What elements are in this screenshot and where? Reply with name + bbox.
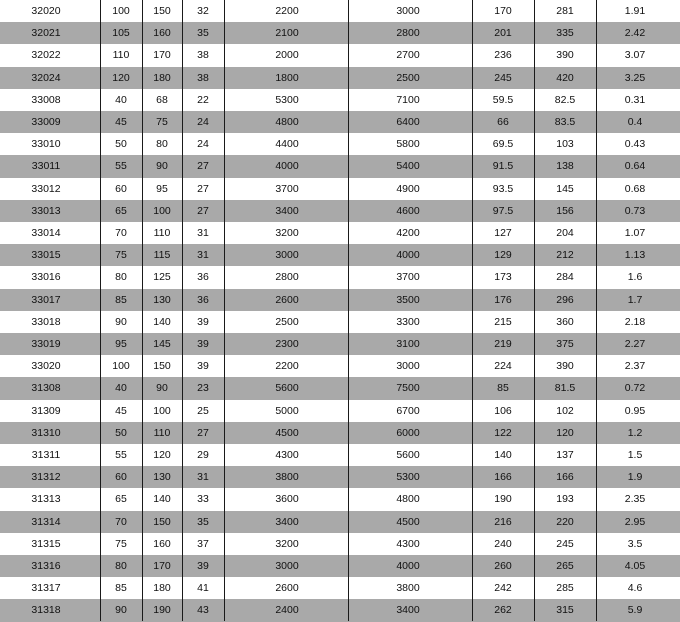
grease-speed-cell: 4000 bbox=[275, 160, 299, 173]
weight-cell: 1.9 bbox=[627, 471, 643, 484]
model-cell: 33013 bbox=[31, 204, 61, 217]
outer-diameter-cell: 80 bbox=[156, 138, 168, 151]
table-row bbox=[0, 533, 680, 555]
dynamic-load-cell: 170 bbox=[494, 5, 512, 18]
inner-diameter-cell: 85 bbox=[115, 582, 127, 595]
static-load-cell: 102 bbox=[556, 404, 574, 417]
inner-diameter-cell: 90 bbox=[115, 315, 127, 328]
inner-diameter-cell: 120 bbox=[112, 71, 130, 84]
dynamic-load-cell: 106 bbox=[494, 404, 512, 417]
dynamic-load-cell: 129 bbox=[494, 249, 512, 262]
static-load-cell: 137 bbox=[556, 449, 574, 462]
table-row bbox=[0, 444, 680, 466]
dynamic-load-cell: 166 bbox=[494, 471, 512, 484]
table-row bbox=[0, 200, 680, 222]
static-load-cell: 285 bbox=[556, 582, 574, 595]
static-load-cell: 420 bbox=[556, 71, 574, 84]
table-row bbox=[0, 466, 680, 488]
oil-speed-cell: 2500 bbox=[396, 71, 420, 84]
outer-diameter-cell: 180 bbox=[153, 71, 171, 84]
weight-cell: 1.91 bbox=[624, 5, 646, 18]
width-cell: 31 bbox=[197, 249, 209, 262]
column-divider bbox=[100, 0, 101, 621]
weight-cell: 2.42 bbox=[624, 27, 646, 40]
model-cell: 33020 bbox=[31, 360, 61, 373]
grease-speed-cell: 3600 bbox=[275, 493, 299, 506]
table-row bbox=[0, 89, 680, 111]
static-load-cell: 212 bbox=[556, 249, 574, 262]
outer-diameter-cell: 68 bbox=[156, 93, 168, 106]
table-row bbox=[0, 333, 680, 355]
model-cell: 32022 bbox=[31, 49, 61, 62]
width-cell: 24 bbox=[197, 116, 209, 129]
grease-speed-cell: 2000 bbox=[275, 49, 299, 62]
weight-cell: 1.2 bbox=[627, 426, 643, 439]
oil-speed-cell: 7500 bbox=[396, 382, 420, 395]
static-load-cell: 390 bbox=[556, 360, 574, 373]
dynamic-load-cell: 242 bbox=[494, 582, 512, 595]
inner-diameter-cell: 75 bbox=[115, 249, 127, 262]
inner-diameter-cell: 55 bbox=[115, 449, 127, 462]
model-cell: 33015 bbox=[31, 249, 61, 262]
width-cell: 38 bbox=[197, 49, 209, 62]
weight-cell: 0.95 bbox=[624, 404, 646, 417]
width-cell: 41 bbox=[197, 582, 209, 595]
width-cell: 37 bbox=[197, 537, 209, 550]
grease-speed-cell: 3400 bbox=[275, 204, 299, 217]
width-cell: 32 bbox=[197, 5, 209, 18]
weight-cell: 2.35 bbox=[624, 493, 646, 506]
grease-speed-cell: 3800 bbox=[275, 471, 299, 484]
oil-speed-cell: 7100 bbox=[396, 93, 420, 106]
outer-diameter-cell: 140 bbox=[153, 493, 171, 506]
oil-speed-cell: 4000 bbox=[396, 249, 420, 262]
inner-diameter-cell: 55 bbox=[115, 160, 127, 173]
weight-cell: 0.31 bbox=[624, 93, 646, 106]
weight-cell: 4.05 bbox=[624, 560, 646, 573]
dynamic-load-cell: 216 bbox=[494, 515, 512, 528]
table-row bbox=[0, 355, 680, 377]
oil-speed-cell: 4600 bbox=[396, 204, 420, 217]
model-cell: 32024 bbox=[31, 71, 61, 84]
dynamic-load-cell: 236 bbox=[494, 49, 512, 62]
inner-diameter-cell: 85 bbox=[115, 293, 127, 306]
oil-speed-cell: 2700 bbox=[396, 49, 420, 62]
table-row bbox=[0, 311, 680, 333]
inner-diameter-cell: 45 bbox=[115, 404, 127, 417]
inner-diameter-cell: 100 bbox=[112, 360, 130, 373]
dynamic-load-cell: 140 bbox=[494, 449, 512, 462]
dynamic-load-cell: 176 bbox=[494, 293, 512, 306]
inner-diameter-cell: 60 bbox=[115, 182, 127, 195]
width-cell: 38 bbox=[197, 71, 209, 84]
weight-cell: 0.73 bbox=[624, 204, 646, 217]
weight-cell: 3.25 bbox=[624, 71, 646, 84]
model-cell: 32021 bbox=[31, 27, 61, 40]
dynamic-load-cell: 224 bbox=[494, 360, 512, 373]
outer-diameter-cell: 190 bbox=[153, 604, 171, 617]
outer-diameter-cell: 100 bbox=[153, 404, 171, 417]
inner-diameter-cell: 40 bbox=[115, 382, 127, 395]
oil-speed-cell: 5800 bbox=[396, 138, 420, 151]
static-load-cell: 265 bbox=[556, 560, 574, 573]
table-row bbox=[0, 44, 680, 66]
weight-cell: 2.95 bbox=[624, 515, 646, 528]
inner-diameter-cell: 80 bbox=[115, 271, 127, 284]
dynamic-load-cell: 97.5 bbox=[492, 204, 514, 217]
column-divider bbox=[596, 0, 597, 621]
width-cell: 29 bbox=[197, 449, 209, 462]
model-cell: 31315 bbox=[31, 537, 61, 550]
model-cell: 31317 bbox=[31, 582, 61, 595]
width-cell: 39 bbox=[197, 560, 209, 573]
inner-diameter-cell: 105 bbox=[112, 27, 130, 40]
weight-cell: 1.6 bbox=[627, 271, 643, 284]
outer-diameter-cell: 130 bbox=[153, 471, 171, 484]
outer-diameter-cell: 100 bbox=[153, 204, 171, 217]
weight-cell: 0.4 bbox=[627, 116, 643, 129]
table-row bbox=[0, 289, 680, 311]
weight-cell: 3.5 bbox=[627, 537, 643, 550]
oil-speed-cell: 5600 bbox=[396, 449, 420, 462]
table-row bbox=[0, 67, 680, 89]
width-cell: 27 bbox=[197, 182, 209, 195]
static-load-cell: 138 bbox=[556, 160, 574, 173]
oil-speed-cell: 5300 bbox=[396, 471, 420, 484]
weight-cell: 1.5 bbox=[627, 449, 643, 462]
grease-speed-cell: 5300 bbox=[275, 93, 299, 106]
model-cell: 33011 bbox=[31, 160, 61, 173]
static-load-cell: 335 bbox=[556, 27, 574, 40]
model-cell: 33008 bbox=[31, 93, 61, 106]
width-cell: 39 bbox=[197, 360, 209, 373]
oil-speed-cell: 3000 bbox=[396, 360, 420, 373]
model-cell: 33009 bbox=[31, 116, 61, 129]
static-load-cell: 360 bbox=[556, 315, 574, 328]
oil-speed-cell: 3500 bbox=[396, 293, 420, 306]
static-load-cell: 204 bbox=[556, 227, 574, 240]
inner-diameter-cell: 45 bbox=[115, 116, 127, 129]
outer-diameter-cell: 170 bbox=[153, 49, 171, 62]
oil-speed-cell: 4200 bbox=[396, 227, 420, 240]
model-cell: 33018 bbox=[31, 315, 61, 328]
static-load-cell: 120 bbox=[556, 426, 574, 439]
width-cell: 36 bbox=[197, 271, 209, 284]
table-row bbox=[0, 400, 680, 422]
table-row bbox=[0, 111, 680, 133]
oil-speed-cell: 3800 bbox=[396, 582, 420, 595]
table-row bbox=[0, 0, 680, 22]
table-row bbox=[0, 178, 680, 200]
column-divider bbox=[142, 0, 143, 621]
model-cell: 31309 bbox=[31, 404, 61, 417]
oil-speed-cell: 3400 bbox=[396, 604, 420, 617]
static-load-cell: 245 bbox=[556, 537, 574, 550]
outer-diameter-cell: 145 bbox=[153, 338, 171, 351]
dynamic-load-cell: 260 bbox=[494, 560, 512, 573]
outer-diameter-cell: 90 bbox=[156, 160, 168, 173]
inner-diameter-cell: 70 bbox=[115, 515, 127, 528]
inner-diameter-cell: 75 bbox=[115, 537, 127, 550]
oil-speed-cell: 3300 bbox=[396, 315, 420, 328]
inner-diameter-cell: 65 bbox=[115, 204, 127, 217]
model-cell: 33012 bbox=[31, 182, 61, 195]
outer-diameter-cell: 75 bbox=[156, 116, 168, 129]
oil-speed-cell: 4800 bbox=[396, 493, 420, 506]
static-load-cell: 315 bbox=[556, 604, 574, 617]
oil-speed-cell: 6400 bbox=[396, 116, 420, 129]
oil-speed-cell: 6000 bbox=[396, 426, 420, 439]
grease-speed-cell: 5000 bbox=[275, 404, 299, 417]
grease-speed-cell: 3400 bbox=[275, 515, 299, 528]
width-cell: 35 bbox=[197, 515, 209, 528]
grease-speed-cell: 2400 bbox=[275, 604, 299, 617]
table-row bbox=[0, 266, 680, 288]
dynamic-load-cell: 69.5 bbox=[492, 138, 514, 151]
outer-diameter-cell: 120 bbox=[153, 449, 171, 462]
outer-diameter-cell: 150 bbox=[153, 5, 171, 18]
dynamic-load-cell: 66 bbox=[497, 116, 509, 129]
grease-speed-cell: 2200 bbox=[275, 360, 299, 373]
outer-diameter-cell: 130 bbox=[153, 293, 171, 306]
table-row bbox=[0, 22, 680, 44]
width-cell: 39 bbox=[197, 315, 209, 328]
table-row bbox=[0, 133, 680, 155]
table-row bbox=[0, 244, 680, 266]
dynamic-load-cell: 190 bbox=[494, 493, 512, 506]
model-cell: 33016 bbox=[31, 271, 61, 284]
inner-diameter-cell: 95 bbox=[115, 338, 127, 351]
grease-speed-cell: 2800 bbox=[275, 271, 299, 284]
outer-diameter-cell: 115 bbox=[153, 249, 171, 262]
column-divider bbox=[224, 0, 225, 621]
grease-speed-cell: 4400 bbox=[275, 138, 299, 151]
width-cell: 35 bbox=[197, 27, 209, 40]
weight-cell: 1.07 bbox=[624, 227, 646, 240]
dynamic-load-cell: 215 bbox=[494, 315, 512, 328]
inner-diameter-cell: 70 bbox=[115, 227, 127, 240]
inner-diameter-cell: 60 bbox=[115, 471, 127, 484]
model-cell: 31308 bbox=[31, 382, 61, 395]
static-load-cell: 103 bbox=[556, 138, 574, 151]
grease-speed-cell: 4800 bbox=[275, 116, 299, 129]
weight-cell: 0.43 bbox=[624, 138, 646, 151]
column-divider bbox=[348, 0, 349, 621]
grease-speed-cell: 2300 bbox=[275, 338, 299, 351]
oil-speed-cell: 3700 bbox=[396, 271, 420, 284]
dynamic-load-cell: 127 bbox=[494, 227, 512, 240]
width-cell: 25 bbox=[197, 404, 209, 417]
outer-diameter-cell: 180 bbox=[153, 582, 171, 595]
oil-speed-cell: 6700 bbox=[396, 404, 420, 417]
static-load-cell: 156 bbox=[556, 204, 574, 217]
dynamic-load-cell: 219 bbox=[494, 338, 512, 351]
static-load-cell: 83.5 bbox=[554, 116, 576, 129]
model-cell: 33017 bbox=[31, 293, 61, 306]
inner-diameter-cell: 100 bbox=[112, 5, 130, 18]
weight-cell: 0.64 bbox=[624, 160, 646, 173]
static-load-cell: 220 bbox=[556, 515, 574, 528]
dynamic-load-cell: 93.5 bbox=[492, 182, 514, 195]
static-load-cell: 166 bbox=[556, 471, 574, 484]
width-cell: 33 bbox=[197, 493, 209, 506]
outer-diameter-cell: 150 bbox=[153, 515, 171, 528]
static-load-cell: 145 bbox=[556, 182, 574, 195]
width-cell: 39 bbox=[197, 338, 209, 351]
model-cell: 31311 bbox=[31, 449, 61, 462]
grease-speed-cell: 3200 bbox=[275, 227, 299, 240]
weight-cell: 2.18 bbox=[624, 315, 646, 328]
static-load-cell: 81.5 bbox=[554, 382, 576, 395]
width-cell: 27 bbox=[197, 204, 209, 217]
model-cell: 31318 bbox=[31, 604, 61, 617]
table-row bbox=[0, 577, 680, 599]
table-row bbox=[0, 599, 680, 621]
inner-diameter-cell: 90 bbox=[115, 604, 127, 617]
static-load-cell: 82.5 bbox=[554, 93, 576, 106]
inner-diameter-cell: 110 bbox=[112, 49, 130, 62]
table-row bbox=[0, 377, 680, 399]
model-cell: 33010 bbox=[31, 138, 61, 151]
weight-cell: 1.7 bbox=[627, 293, 643, 306]
oil-speed-cell: 3000 bbox=[396, 5, 420, 18]
model-cell: 31310 bbox=[31, 426, 61, 439]
outer-diameter-cell: 125 bbox=[153, 271, 171, 284]
grease-speed-cell: 3200 bbox=[275, 537, 299, 550]
width-cell: 27 bbox=[197, 426, 209, 439]
outer-diameter-cell: 95 bbox=[156, 182, 168, 195]
outer-diameter-cell: 110 bbox=[153, 227, 171, 240]
width-cell: 23 bbox=[197, 382, 209, 395]
grease-speed-cell: 2100 bbox=[275, 27, 299, 40]
table-row bbox=[0, 222, 680, 244]
static-load-cell: 390 bbox=[556, 49, 574, 62]
dynamic-load-cell: 173 bbox=[494, 271, 512, 284]
model-cell: 31312 bbox=[31, 471, 61, 484]
width-cell: 31 bbox=[197, 227, 209, 240]
outer-diameter-cell: 140 bbox=[153, 315, 171, 328]
weight-cell: 4.6 bbox=[627, 582, 643, 595]
width-cell: 24 bbox=[197, 138, 209, 151]
dynamic-load-cell: 240 bbox=[494, 537, 512, 550]
table-row bbox=[0, 155, 680, 177]
static-load-cell: 193 bbox=[556, 493, 574, 506]
grease-speed-cell: 1800 bbox=[275, 71, 299, 84]
dynamic-load-cell: 245 bbox=[494, 71, 512, 84]
grease-speed-cell: 3700 bbox=[275, 182, 299, 195]
inner-diameter-cell: 80 bbox=[115, 560, 127, 573]
grease-speed-cell: 5600 bbox=[275, 382, 299, 395]
table-row bbox=[0, 488, 680, 510]
model-cell: 33019 bbox=[31, 338, 61, 351]
oil-speed-cell: 2800 bbox=[396, 27, 420, 40]
grease-speed-cell: 2200 bbox=[275, 5, 299, 18]
dynamic-load-cell: 262 bbox=[494, 604, 512, 617]
grease-speed-cell: 2600 bbox=[275, 582, 299, 595]
inner-diameter-cell: 50 bbox=[115, 426, 127, 439]
static-load-cell: 375 bbox=[556, 338, 574, 351]
dynamic-load-cell: 59.5 bbox=[492, 93, 514, 106]
table-row bbox=[0, 511, 680, 533]
model-cell: 31313 bbox=[31, 493, 61, 506]
weight-cell: 5.9 bbox=[627, 604, 643, 617]
weight-cell: 2.37 bbox=[624, 360, 646, 373]
inner-diameter-cell: 65 bbox=[115, 493, 127, 506]
weight-cell: 0.68 bbox=[624, 182, 646, 195]
model-cell: 33014 bbox=[31, 227, 61, 240]
weight-cell: 1.13 bbox=[624, 249, 646, 262]
column-divider bbox=[472, 0, 473, 621]
dynamic-load-cell: 201 bbox=[494, 27, 512, 40]
outer-diameter-cell: 160 bbox=[153, 537, 171, 550]
width-cell: 27 bbox=[197, 160, 209, 173]
inner-diameter-cell: 50 bbox=[115, 138, 127, 151]
oil-speed-cell: 4000 bbox=[396, 560, 420, 573]
width-cell: 36 bbox=[197, 293, 209, 306]
dynamic-load-cell: 91.5 bbox=[492, 160, 514, 173]
model-cell: 31316 bbox=[31, 560, 61, 573]
static-load-cell: 284 bbox=[556, 271, 574, 284]
dynamic-load-cell: 122 bbox=[494, 426, 512, 439]
oil-speed-cell: 4300 bbox=[396, 537, 420, 550]
dynamic-load-cell: 85 bbox=[497, 382, 509, 395]
weight-cell: 2.27 bbox=[624, 338, 646, 351]
oil-speed-cell: 4500 bbox=[396, 515, 420, 528]
static-load-cell: 281 bbox=[556, 5, 574, 18]
column-divider bbox=[182, 0, 183, 621]
outer-diameter-cell: 150 bbox=[153, 360, 171, 373]
column-divider bbox=[534, 0, 535, 621]
weight-cell: 3.07 bbox=[624, 49, 646, 62]
oil-speed-cell: 4900 bbox=[396, 182, 420, 195]
oil-speed-cell: 5400 bbox=[396, 160, 420, 173]
grease-speed-cell: 2500 bbox=[275, 315, 299, 328]
outer-diameter-cell: 110 bbox=[153, 426, 171, 439]
model-cell: 32020 bbox=[31, 5, 61, 18]
width-cell: 22 bbox=[197, 93, 209, 106]
grease-speed-cell: 4500 bbox=[275, 426, 299, 439]
width-cell: 43 bbox=[197, 604, 209, 617]
grease-speed-cell: 3000 bbox=[275, 249, 299, 262]
grease-speed-cell: 4300 bbox=[275, 449, 299, 462]
model-cell: 31314 bbox=[31, 515, 61, 528]
width-cell: 31 bbox=[197, 471, 209, 484]
grease-speed-cell: 2600 bbox=[275, 293, 299, 306]
inner-diameter-cell: 40 bbox=[115, 93, 127, 106]
weight-cell: 0.72 bbox=[624, 382, 646, 395]
table-row bbox=[0, 555, 680, 577]
outer-diameter-cell: 160 bbox=[153, 27, 171, 40]
outer-diameter-cell: 170 bbox=[153, 560, 171, 573]
outer-diameter-cell: 90 bbox=[156, 382, 168, 395]
grease-speed-cell: 3000 bbox=[275, 560, 299, 573]
static-load-cell: 296 bbox=[556, 293, 574, 306]
oil-speed-cell: 3100 bbox=[396, 338, 420, 351]
table-row bbox=[0, 422, 680, 444]
